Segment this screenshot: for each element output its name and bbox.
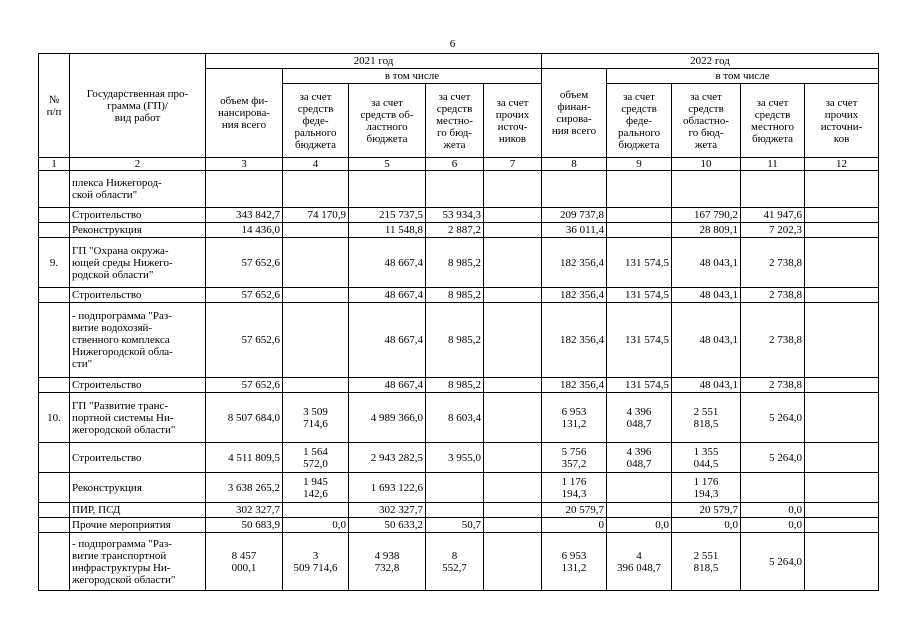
row-name: - подпрограмма "Раз- витие транспортной инфраструктуры Ни- жегородской области" — [70, 533, 206, 591]
value-cell: 4 396 048,7 — [607, 393, 672, 443]
value-cell: 20 579,7 — [542, 503, 607, 518]
value-cell: 48 667,4 — [349, 303, 426, 378]
value-cell — [805, 393, 879, 443]
column-number: 8 — [542, 158, 607, 171]
column-number: 1 — [39, 158, 70, 171]
column-number: 5 — [349, 158, 426, 171]
page-number: 6 — [449, 38, 456, 50]
value-cell — [484, 288, 542, 303]
value-cell: 0,0 — [607, 518, 672, 533]
value-cell: 1 693 122,6 — [349, 473, 426, 503]
value-cell: 2 738,8 — [741, 303, 805, 378]
value-cell: 50 683,9 — [206, 518, 283, 533]
value-cell — [805, 223, 879, 238]
value-cell: 3 509 714,6 — [283, 393, 349, 443]
value-cell — [805, 288, 879, 303]
value-cell: 8 457 000,1 — [206, 533, 283, 591]
header-year-2022: 2022 год — [542, 54, 879, 69]
value-cell: 8 985,2 — [426, 238, 484, 288]
value-cell — [484, 238, 542, 288]
value-cell — [484, 518, 542, 533]
value-cell: 48 667,4 — [349, 378, 426, 393]
value-cell: 1 176 194,3 — [672, 473, 741, 503]
value-cell: 7 202,3 — [741, 223, 805, 238]
header-program-name: Государственная про- грамма (ГП)/ вид работ — [70, 54, 206, 158]
header-2022-total: объем финан- сирова- ния всего — [542, 69, 607, 158]
row-name: Строительство — [70, 288, 206, 303]
header-number: № п/п — [39, 54, 70, 158]
row-name: Реконструкция — [70, 473, 206, 503]
value-cell: 302 327,7 — [349, 503, 426, 518]
table-header — [39, 54, 879, 171]
row-name: ГП "Развитие транс- портной системы Ни- жегородской области" — [70, 393, 206, 443]
value-cell: 5 264,0 — [741, 443, 805, 473]
value-cell — [283, 238, 349, 288]
row-number — [39, 303, 70, 378]
value-cell — [426, 473, 484, 503]
column-number: 11 — [741, 158, 805, 171]
value-cell: 1 355 044,5 — [672, 443, 741, 473]
value-cell — [484, 208, 542, 223]
value-cell — [484, 303, 542, 378]
value-cell: 8 507 684,0 — [206, 393, 283, 443]
column-number: 7 — [484, 158, 542, 171]
header-2021-federal: за счет средств феде- рального бюджета — [283, 84, 349, 158]
value-cell — [672, 171, 741, 208]
value-cell — [426, 503, 484, 518]
table-row — [39, 171, 879, 208]
value-cell — [484, 533, 542, 591]
row-name: Строительство — [70, 208, 206, 223]
row-name: ГП "Охрана окружа- ющей среды Нижего- родской области" — [70, 238, 206, 288]
value-cell — [805, 238, 879, 288]
header-2021-other: за счет прочих источ- ников — [484, 84, 542, 158]
value-cell — [484, 503, 542, 518]
value-cell: 0,0 — [741, 518, 805, 533]
value-cell: 4 938 732,8 — [349, 533, 426, 591]
value-cell — [542, 171, 607, 208]
value-cell: 8 603,4 — [426, 393, 484, 443]
row-name: ПИР, ПСД — [70, 503, 206, 518]
value-cell: 0 — [542, 518, 607, 533]
value-cell — [484, 473, 542, 503]
value-cell — [484, 171, 542, 208]
header-2022-including: в том числе — [607, 69, 879, 84]
row-number — [39, 208, 70, 223]
value-cell: 2 738,8 — [741, 378, 805, 393]
value-cell: 343 842,7 — [206, 208, 283, 223]
column-number: 10 — [672, 158, 741, 171]
value-cell — [484, 393, 542, 443]
value-cell: 57 652,6 — [206, 303, 283, 378]
value-cell: 0,0 — [672, 518, 741, 533]
value-cell: 0,0 — [741, 503, 805, 518]
value-cell: 48 043,1 — [672, 288, 741, 303]
header-year-2021: 2021 год — [206, 54, 542, 69]
value-cell: 4 396 048,7 — [607, 443, 672, 473]
value-cell — [283, 223, 349, 238]
value-cell: 48 667,4 — [349, 238, 426, 288]
row-name: плекса Нижегород- ской области" — [70, 171, 206, 208]
column-number-row — [39, 158, 879, 171]
value-cell — [484, 443, 542, 473]
table-body — [39, 171, 879, 591]
value-cell: 209 737,8 — [542, 208, 607, 223]
value-cell — [805, 378, 879, 393]
value-cell: 57 652,6 — [206, 378, 283, 393]
row-number — [39, 518, 70, 533]
value-cell: 182 356,4 — [542, 238, 607, 288]
table-row — [39, 223, 879, 238]
value-cell — [805, 208, 879, 223]
table-row — [39, 288, 879, 303]
value-cell: 8 552,7 — [426, 533, 484, 591]
table-row — [39, 208, 879, 223]
value-cell: 1 176 194,3 — [542, 473, 607, 503]
value-cell: 41 947,6 — [741, 208, 805, 223]
value-cell — [283, 288, 349, 303]
value-cell: 2 943 282,5 — [349, 443, 426, 473]
value-cell — [283, 378, 349, 393]
value-cell: 57 652,6 — [206, 288, 283, 303]
row-number — [39, 171, 70, 208]
value-cell: 3 509 714,6 — [283, 533, 349, 591]
value-cell: 5 264,0 — [741, 533, 805, 591]
value-cell: 182 356,4 — [542, 288, 607, 303]
value-cell — [805, 303, 879, 378]
row-number: 9. — [39, 238, 70, 288]
value-cell — [349, 171, 426, 208]
value-cell — [805, 443, 879, 473]
table-row — [39, 303, 879, 378]
row-name: - подпрограмма "Раз- витие водохозяй- ственного комплекса Нижегородской обла- сти" — [70, 303, 206, 378]
row-name: Реконструкция — [70, 223, 206, 238]
value-cell: 3 955,0 — [426, 443, 484, 473]
row-name: Строительство — [70, 378, 206, 393]
value-cell: 57 652,6 — [206, 238, 283, 288]
value-cell: 131 574,5 — [607, 238, 672, 288]
value-cell: 14 436,0 — [206, 223, 283, 238]
table-row — [39, 378, 879, 393]
header-2021-including: в том числе — [283, 69, 542, 84]
row-number — [39, 378, 70, 393]
value-cell: 36 011,4 — [542, 223, 607, 238]
budget-table — [38, 53, 879, 591]
value-cell — [283, 303, 349, 378]
column-number: 2 — [70, 158, 206, 171]
row-name: Строительство — [70, 443, 206, 473]
value-cell: 131 574,5 — [607, 378, 672, 393]
value-cell: 48 667,4 — [349, 288, 426, 303]
value-cell: 48 043,1 — [672, 303, 741, 378]
value-cell — [283, 503, 349, 518]
table-row — [39, 443, 879, 473]
value-cell: 2 738,8 — [741, 238, 805, 288]
value-cell — [484, 378, 542, 393]
value-cell — [484, 223, 542, 238]
value-cell — [805, 171, 879, 208]
value-cell: 4 989 366,0 — [349, 393, 426, 443]
value-cell — [741, 473, 805, 503]
header-2021-regional: за счет средств об- ластного бюджета — [349, 84, 426, 158]
value-cell — [206, 171, 283, 208]
header-2021-total: объем фи- нансирова- ния всего — [206, 69, 283, 158]
value-cell: 4 511 809,5 — [206, 443, 283, 473]
value-cell — [805, 518, 879, 533]
value-cell — [607, 473, 672, 503]
value-cell: 11 548,8 — [349, 223, 426, 238]
value-cell: 0,0 — [283, 518, 349, 533]
header-2022-other: за счет прочих источни- ков — [805, 84, 879, 158]
value-cell: 4 396 048,7 — [607, 533, 672, 591]
value-cell — [426, 171, 484, 208]
value-cell: 182 356,4 — [542, 303, 607, 378]
value-cell — [607, 503, 672, 518]
value-cell — [607, 208, 672, 223]
header-2022-federal: за счет средств феде- рального бюджета — [607, 84, 672, 158]
value-cell: 48 043,1 — [672, 378, 741, 393]
value-cell — [741, 171, 805, 208]
value-cell: 215 737,5 — [349, 208, 426, 223]
row-number — [39, 503, 70, 518]
header-2021-local: за счет средств местно- го бюд- жета — [426, 84, 484, 158]
value-cell: 5 264,0 — [741, 393, 805, 443]
value-cell: 28 809,1 — [672, 223, 741, 238]
row-number — [39, 223, 70, 238]
value-cell: 20 579,7 — [672, 503, 741, 518]
value-cell — [283, 171, 349, 208]
column-number: 4 — [283, 158, 349, 171]
row-name: Прочие мероприятия — [70, 518, 206, 533]
value-cell: 302 327,7 — [206, 503, 283, 518]
value-cell: 50,7 — [426, 518, 484, 533]
value-cell: 8 985,2 — [426, 378, 484, 393]
value-cell: 3 638 265,2 — [206, 473, 283, 503]
value-cell — [805, 533, 879, 591]
value-cell: 48 043,1 — [672, 238, 741, 288]
value-cell: 2 887,2 — [426, 223, 484, 238]
row-number: 10. — [39, 393, 70, 443]
value-cell: 131 574,5 — [607, 303, 672, 378]
value-cell: 50 633,2 — [349, 518, 426, 533]
table-row — [39, 518, 879, 533]
column-number: 3 — [206, 158, 283, 171]
value-cell: 1 945 142,6 — [283, 473, 349, 503]
row-number — [39, 288, 70, 303]
table-row — [39, 533, 879, 591]
row-number — [39, 443, 70, 473]
table-row — [39, 503, 879, 518]
header-2022-local: за счет средств местного бюджета — [741, 84, 805, 158]
column-number: 6 — [426, 158, 484, 171]
value-cell: 2 738,8 — [741, 288, 805, 303]
value-cell — [805, 503, 879, 518]
value-cell: 8 985,2 — [426, 303, 484, 378]
value-cell: 167 790,2 — [672, 208, 741, 223]
value-cell: 6 953 131,2 — [542, 533, 607, 591]
table-row — [39, 473, 879, 503]
value-cell: 53 934,3 — [426, 208, 484, 223]
value-cell: 8 985,2 — [426, 288, 484, 303]
value-cell: 74 170,9 — [283, 208, 349, 223]
value-cell: 6 953 131,2 — [542, 393, 607, 443]
value-cell: 2 551 818,5 — [672, 533, 741, 591]
value-cell: 5 756 357,2 — [542, 443, 607, 473]
column-number: 12 — [805, 158, 879, 171]
column-number: 9 — [607, 158, 672, 171]
table-row — [39, 238, 879, 288]
header-2022-regional: за счет средств областно- го бюд- жета — [672, 84, 741, 158]
value-cell: 182 356,4 — [542, 378, 607, 393]
value-cell: 131 574,5 — [607, 288, 672, 303]
row-number — [39, 533, 70, 591]
row-number — [39, 473, 70, 503]
value-cell: 2 551 818,5 — [672, 393, 741, 443]
table-row — [39, 393, 879, 443]
value-cell — [607, 171, 672, 208]
value-cell: 1 564 572,0 — [283, 443, 349, 473]
value-cell — [805, 473, 879, 503]
value-cell — [607, 223, 672, 238]
